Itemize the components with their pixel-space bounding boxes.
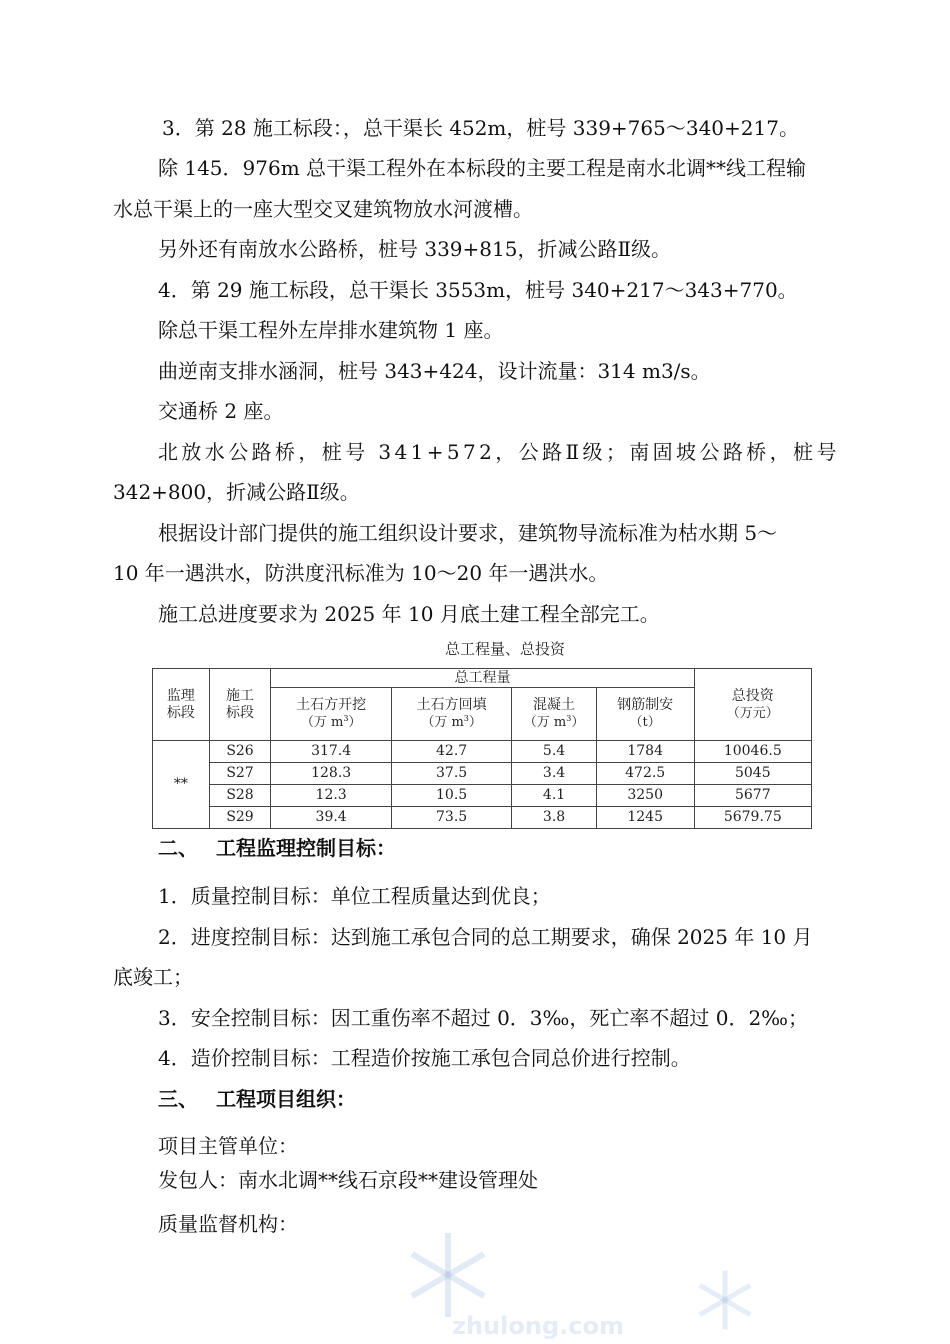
goal-quality: 1．质量控制目标：单位工程质量达到优良；	[158, 884, 551, 908]
concrete-cell: 3.4	[512, 763, 596, 785]
para-line-4: 另外还有南放水公路桥，桩号 339+815，折减公路Ⅱ级。	[158, 237, 672, 261]
segment-cell: S26	[209, 741, 271, 763]
investment-cell: 10046.5	[694, 741, 811, 763]
rebar-cell: 1245	[596, 807, 694, 829]
concrete-cell: 3.8	[512, 807, 596, 829]
para-line-8: 交通桥 2 座。	[158, 399, 284, 423]
goal-schedule-line-1: 2．进度控制目标：达到施工承包合同的总工期要求，确保 2025 年 10 月	[158, 925, 813, 949]
table-row	[153, 763, 812, 785]
excavation-cell: 128.3	[271, 763, 391, 785]
para-line-10: 342+800，折减公路Ⅱ级。	[113, 480, 360, 504]
segment-cell: S29	[209, 807, 271, 829]
quantity-investment-table	[152, 668, 812, 829]
para-line-5: 4．第 29 施工标段，总干渠长 3553m，桩号 340+217～343+770。	[158, 278, 798, 302]
goal-schedule-line-2: 底竣工；	[113, 965, 193, 989]
excavation-cell: 39.4	[271, 807, 391, 829]
para-line-11: 根据设计部门提供的施工组织设计要求，建筑物导流标准为枯水期 5～	[158, 521, 778, 545]
excavation-cell: 317.4	[271, 741, 391, 763]
header-backfill: 土石方回填 （万 m3）	[391, 688, 511, 741]
rebar-cell: 1784	[596, 741, 694, 763]
goal-cost: 4．造价控制目标：工程造价按施工承包合同总价进行控制。	[158, 1046, 691, 1070]
rebar-cell: 3250	[596, 785, 694, 807]
jianli-segment-cell: **	[153, 741, 210, 829]
watermark-snowflake-small-icon	[690, 1265, 760, 1335]
table-row	[153, 785, 812, 807]
section-2-heading	[158, 828, 903, 869]
backfill-cell: 42.7	[391, 741, 511, 763]
rebar-cell: 472.5	[596, 763, 694, 785]
section-3-title: 工程项目组织：	[216, 1087, 356, 1111]
org-line-1: 项目主管单位：	[158, 1134, 298, 1158]
org-line-3: 质量监督机构：	[158, 1212, 298, 1236]
para-line-13: 施工总进度要求为 2025 年 10 月底土建工程全部完工。	[158, 602, 660, 626]
segment-cell: S27	[209, 763, 271, 785]
header-concrete: 混凝土 （万 m3）	[512, 688, 596, 741]
para-line-3: 水总干渠上的一座大型交叉建筑物放水河渡槽。	[113, 197, 533, 221]
goal-safety: 3．安全控制目标：因工重伤率不超过 0．3‰，死亡率不超过 0．2‰；	[158, 1006, 809, 1030]
header-rebar: 钢筋制安 （t）	[596, 688, 694, 741]
org-line-2: 发包人：南水北调**线石京段**建设管理处	[158, 1168, 538, 1192]
section-3-heading	[158, 1079, 903, 1120]
para-line-7: 曲逆南支排水涵洞，桩号 343+424，设计流量：314 m3/s。	[158, 359, 711, 383]
para-line-6: 除总干渠工程外左岸排水建筑物 1 座。	[158, 318, 504, 342]
concrete-cell: 4.1	[512, 785, 596, 807]
investment-cell: 5045	[694, 763, 811, 785]
header-jianli-segment: 监理 标段	[153, 669, 210, 741]
watermark-text: zhulong.com	[452, 1312, 624, 1340]
para-line-9: 北放水公路桥，桩号 341+572，公路Ⅱ级；南固坡公路桥，桩号	[158, 440, 840, 464]
para-line-2: 除 145．976m 总干渠工程外在本标段的主要工程是南水北调**线工程输	[158, 156, 807, 180]
backfill-cell: 73.5	[391, 807, 511, 829]
section-2-title: 工程监理控制目标：	[216, 836, 396, 860]
investment-cell: 5677	[694, 785, 811, 807]
section-2-number: 二、	[158, 836, 198, 860]
backfill-cell: 37.5	[391, 763, 511, 785]
header-total-quantity: 总工程量	[271, 669, 694, 688]
para-line-12: 10 年一遇洪水，防洪度汛标准为 10～20 年一遇洪水。	[113, 561, 609, 585]
segment-cell: S28	[209, 785, 271, 807]
header-construction-segment: 施工 标段	[209, 669, 271, 741]
excavation-cell: 12.3	[271, 785, 391, 807]
para-line-1: 3．第 28 施工标段：，总干渠长 452m，桩号 339+765～340+217。	[162, 116, 799, 140]
investment-cell: 5679.75	[694, 807, 811, 829]
table-caption: 总工程量、总投资	[444, 640, 565, 658]
header-total-investment: 总投资 （万元）	[694, 669, 811, 741]
section-3-number: 三、	[158, 1087, 198, 1111]
table-row	[153, 807, 812, 829]
concrete-cell: 5.4	[512, 741, 596, 763]
table-row	[153, 741, 812, 763]
backfill-cell: 10.5	[391, 785, 511, 807]
header-excavation: 土石方开挖 （万 m3）	[271, 688, 391, 741]
